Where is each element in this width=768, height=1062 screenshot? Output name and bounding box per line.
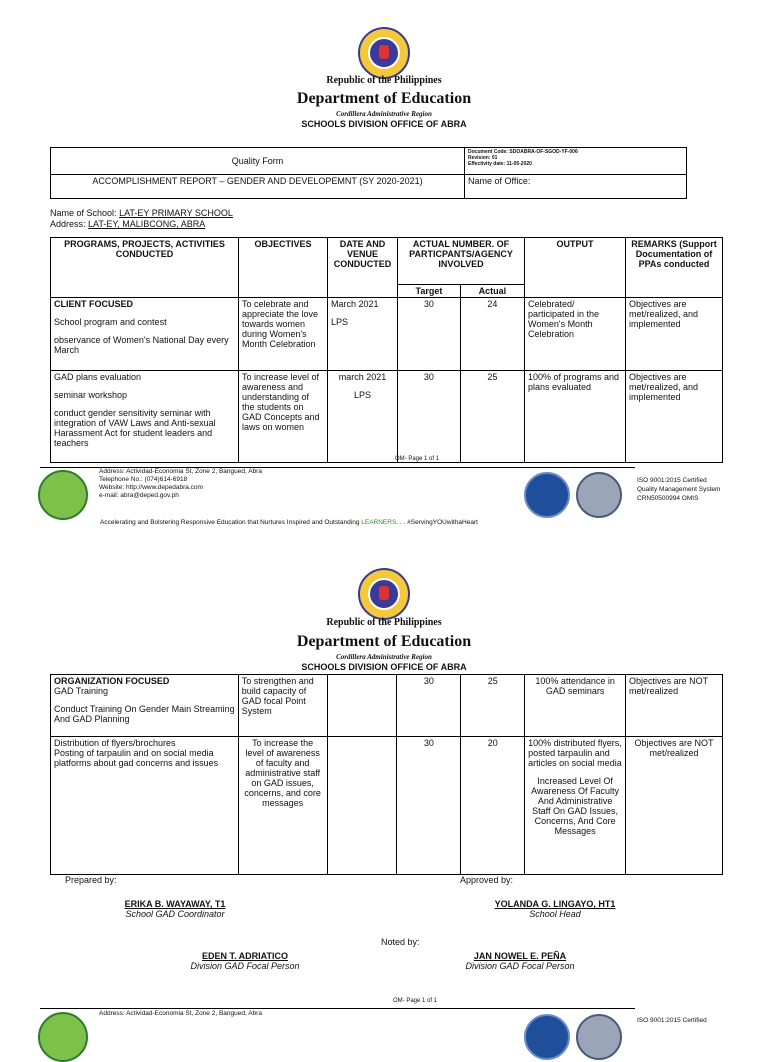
signatory-name: JAN NOWEL E. PEÑA	[473, 951, 567, 961]
name-of-office: Name of Office:	[465, 175, 687, 199]
iso-line-1: ISO 9001:2015 Certified	[637, 477, 707, 484]
accomplishment-table-continued	[50, 674, 723, 875]
dqs-badge-icon	[576, 1014, 622, 1060]
region-text: Cordillera Administrative Region	[336, 653, 432, 661]
ppa-line: GAD Training	[54, 686, 109, 696]
department-title: Department of Education	[296, 633, 472, 650]
republic-text: Republic of the Philippines	[326, 75, 442, 86]
document-code-box	[465, 148, 687, 175]
output-cell	[525, 737, 626, 875]
col-target-header: Target	[398, 285, 461, 298]
remarks-cell: Objectives are NOT met/realized	[626, 737, 723, 875]
signatory-approved	[475, 899, 635, 919]
objectives-cell: To increase level of awareness and understanding of the students on GAD Concepts and laws on women	[239, 371, 328, 463]
footer-contact	[99, 1010, 262, 1018]
school-info	[50, 208, 233, 230]
division-logo-icon	[38, 1012, 88, 1062]
footer-website: Website: http://www.depedabra.com	[99, 484, 203, 491]
output-line: 100% distributed flyers, posted tarpaulin and articles on social media	[528, 738, 622, 768]
school-name-label: Name of School:	[50, 208, 117, 218]
col-date-header: DATE AND VENUE CONDUCTED	[328, 238, 398, 298]
iso-line-1: ISO 9001:2015 Certified	[637, 1017, 707, 1024]
address-label: Address:	[50, 219, 86, 229]
quality-form-box	[50, 147, 687, 199]
objectives-cell: To increase the level of awareness of faculty and administrative staff on GAD issues, concerns, and core messages	[238, 737, 327, 875]
deped-seal-icon	[358, 568, 410, 620]
date-text: march 2021	[338, 372, 387, 382]
iqnet-badge-icon	[524, 1014, 570, 1060]
iso-line-3: CRN50500994 OMIS	[637, 495, 699, 502]
table-row	[51, 675, 723, 737]
ppa-title: CLIENT FOCUSED	[54, 299, 134, 309]
republic-text: Republic of the Philippines	[326, 617, 442, 628]
col-objectives-header: OBJECTIVES	[239, 238, 328, 298]
output-line-2: Increased Level Of Awareness Of Faculty And Administrative Staff On GAD Issues, Concerns, And Core Messages	[531, 776, 620, 836]
col-actual-header: Actual	[460, 285, 524, 298]
effectivity: Effectivity date: 11-05-2020	[468, 161, 532, 167]
iso-line-2: Quality Management System	[637, 486, 721, 493]
accomplishment-table	[50, 237, 723, 463]
col-ppa-header: PROGRAMS, PROJECTS, ACTIVITIES CONDUCTED	[51, 238, 239, 298]
revision: Revision: 01	[468, 155, 498, 161]
iso-certification	[637, 476, 720, 503]
ppa-title: ORGANIZATION FOCUSED	[54, 676, 170, 686]
department-title: Department of Education	[296, 90, 472, 107]
ppa-title: Distribution of flyers/brochures	[54, 738, 176, 748]
page-mark: OM- Page 1 of 1	[393, 998, 438, 1004]
noted-by-label: Noted by:	[381, 937, 420, 947]
tagline-a: Accelerating and Bolstering Responsive Education that Nurtures Inspired and Outstanding	[100, 519, 362, 526]
dqs-badge-icon	[576, 472, 622, 518]
target-cell: 30	[398, 371, 461, 463]
ppa-line: Posting of tarpaulin and on social media platforms about gad concerns and issues	[54, 748, 219, 768]
ppa-line: Conduct Training On Gender Main Streaming And GAD Planning	[54, 704, 235, 724]
footer-email: e-mail: abra@deped.gov.ph	[99, 492, 179, 499]
col-remarks-header: REMARKS (Support Documentation of PPAs conducted	[626, 238, 723, 298]
signatory-role: School Head	[529, 909, 581, 919]
signatory-name: ERIKA B. WAYAWAY, T1	[124, 899, 226, 909]
remarks-cell: Objectives are met/realized, and implemented	[626, 298, 723, 371]
footer-divider	[40, 1008, 635, 1009]
table-row	[51, 371, 723, 463]
form-title: ACCOMPLISHMENT REPORT – GENDER AND DEVELOPEMNT (SY 2020-2021)	[51, 175, 465, 199]
division-logo-icon	[38, 470, 88, 520]
target-cell: 30	[397, 675, 461, 737]
actual-cell: 20	[461, 737, 525, 875]
table-row	[51, 737, 723, 875]
signatory-role: Division GAD Focal Person	[465, 961, 575, 971]
actual-cell: 24	[460, 298, 524, 371]
approved-by-label: Approved by:	[460, 875, 514, 885]
school-name-value: LAT-EY PRIMARY SCHOOL	[119, 208, 233, 218]
date-text: March 2021	[331, 299, 379, 309]
footer-tagline	[100, 519, 478, 526]
signatory-noted-1	[165, 951, 325, 971]
date-venue-cell	[328, 371, 398, 463]
signatory-noted-2	[440, 951, 600, 971]
doc-code: Document Code: SDOABRA-OF-SGOD-YF-006	[468, 149, 578, 155]
date-venue-cell	[327, 737, 397, 875]
footer-address: Address: Actividad-Economia St, Zone 2, Bangued, Abra	[99, 1010, 262, 1017]
date-venue-cell	[328, 298, 398, 371]
footer-telephone: Telephone No.: (074)614-6918	[99, 476, 188, 483]
region-text: Cordillera Administrative Region	[336, 110, 432, 118]
deped-seal-icon	[358, 27, 410, 79]
signatory-prepared	[95, 899, 255, 919]
venue-text: LPS	[353, 390, 371, 400]
signatory-name: YOLANDA G. LINGAYO, HT1	[494, 899, 616, 909]
ppa-line: conduct gender sensitivity seminar with integration of VAW Laws and Anti-sexual Harassment Act for student leaders and teachers	[54, 408, 216, 448]
ppa-title: GAD plans evaluation	[54, 372, 142, 382]
ppa-cell	[51, 298, 239, 371]
actual-cell: 25	[461, 675, 525, 737]
output-cell: 100% attendance in GAD seminars	[525, 675, 626, 737]
objectives-cell: To strengthen and build capacity of GAD focal Point System	[238, 675, 327, 737]
col-participants-header: ACTUAL NUMBER. OF PARTICPANTS/AGENCY INVOLVED	[398, 238, 525, 285]
page-mark: OM- Page 1 of 1	[395, 456, 440, 462]
venue-text: LPS	[331, 317, 349, 327]
signatory-role: School GAD Coordinator	[125, 909, 225, 919]
footer-contact	[99, 468, 262, 500]
col-output-header: OUTPUT	[525, 238, 626, 298]
quality-form-label: Quality Form	[51, 148, 465, 175]
actual-cell: 25	[460, 371, 524, 463]
output-cell: 100% of programs and plans evaluated	[525, 371, 626, 463]
ppa-line: observance of Women's National Day every March	[54, 335, 229, 355]
ppa-cell	[51, 675, 239, 737]
iqnet-badge-icon	[524, 472, 570, 518]
ppa-cell	[51, 371, 239, 463]
ppa-line: School program and contest	[54, 317, 167, 327]
division-text: SCHOOLS DIVISION OFFICE OF ABRA	[301, 662, 467, 672]
ppa-cell	[51, 737, 239, 875]
ppa-line: seminar workshop	[54, 390, 128, 400]
footer-address: Address: Actividad-Economia St, Zone 2, Bangued, Abra	[99, 468, 262, 475]
signatory-name: EDEN T. ADRIATICO	[201, 951, 288, 961]
output-cell: Celebrated/ participated in the Women's Month Celebration	[525, 298, 626, 371]
target-cell: 30	[398, 298, 461, 371]
remarks-cell: Objectives are NOT met/realized	[626, 675, 723, 737]
table-row	[51, 298, 723, 371]
division-text: SCHOOLS DIVISION OFFICE OF ABRA	[301, 119, 467, 129]
tagline-learners: LEARNERS	[361, 519, 397, 526]
date-venue-cell	[327, 675, 397, 737]
remarks-cell: Objectives are met/realized, and implemented	[626, 371, 723, 463]
iso-certification	[637, 1017, 707, 1024]
tagline-c: . . . #ServingYOUwithaHeart	[396, 519, 478, 526]
target-cell: 30	[397, 737, 461, 875]
address-value: LAT-EY, MALIBCONG, ABRA	[88, 219, 206, 229]
signatory-role: Division GAD Focal Person	[190, 961, 300, 971]
objectives-cell: To celebrate and appreciate the love towards women during Women's Month Celebration	[239, 298, 328, 371]
prepared-by-label: Prepared by:	[65, 875, 117, 885]
